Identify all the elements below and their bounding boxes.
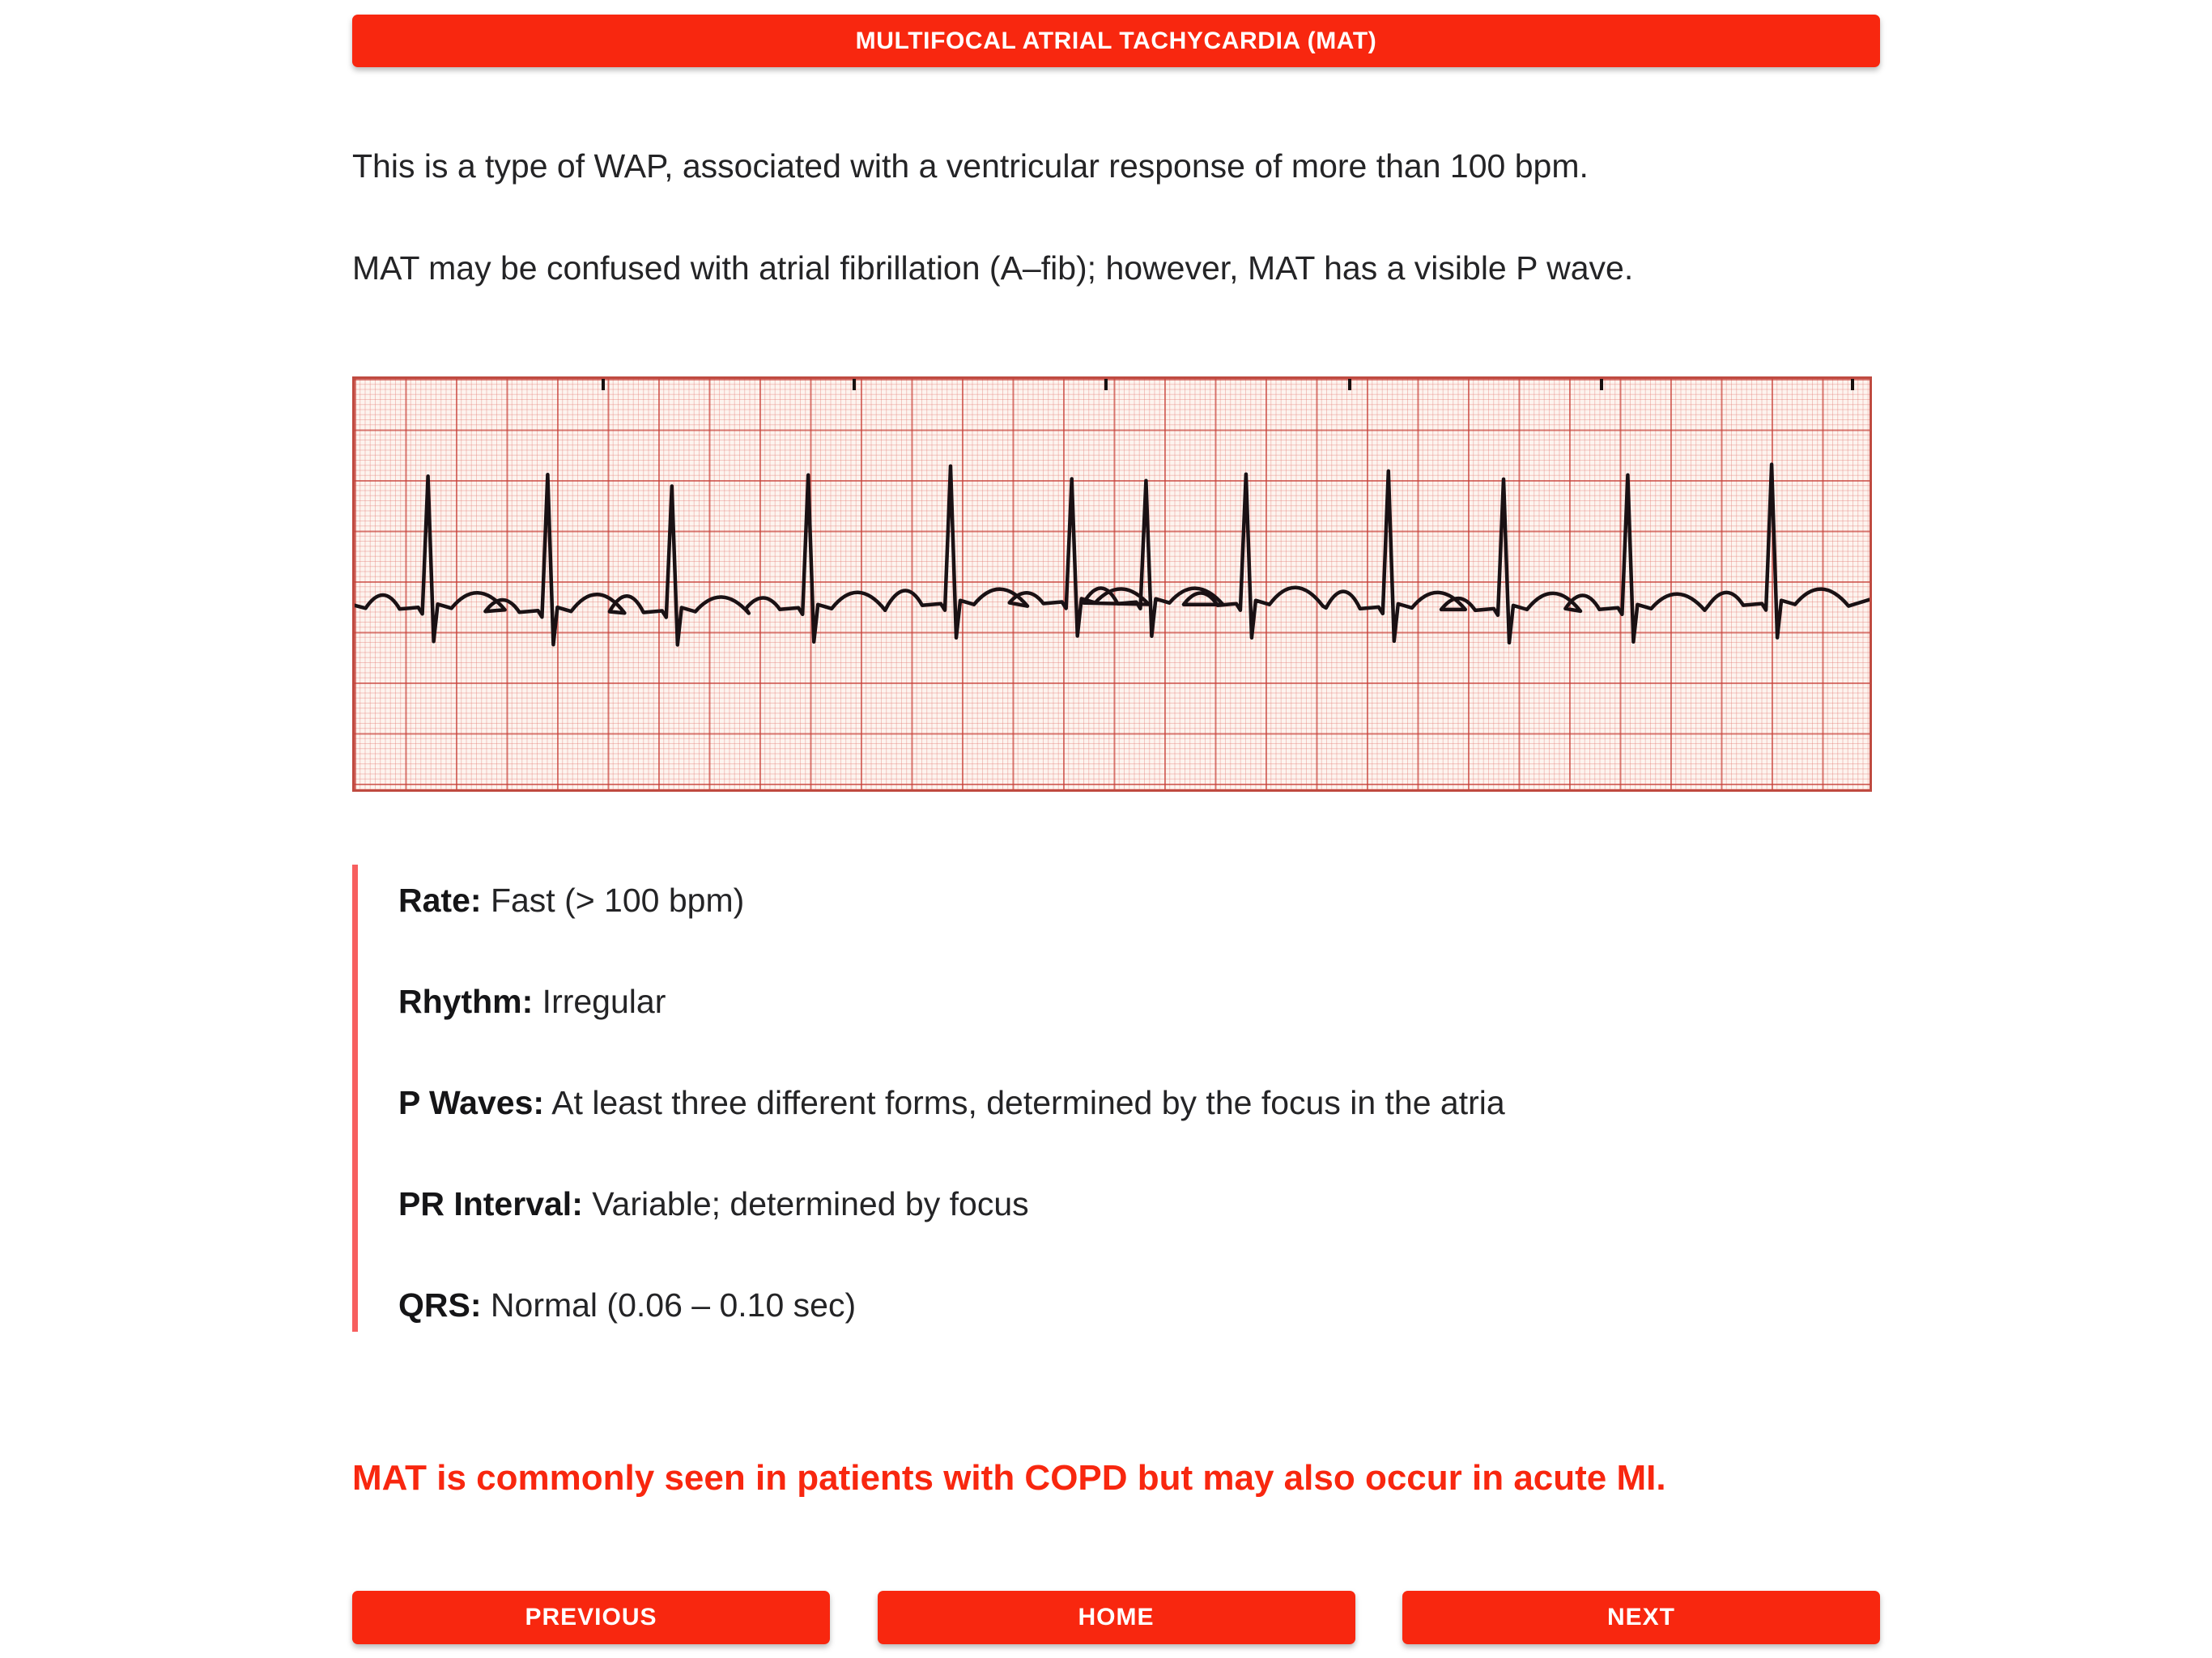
description-paragraph-2: MAT may be confused with atrial fibrillation (A–fib); however, MAT has a visible P wave. (352, 249, 1634, 287)
characteristic-label: P Waves: (398, 1084, 545, 1121)
characteristic-value: Fast (> 100 bpm) (490, 882, 745, 919)
characteristic-row-pr-interval (398, 1187, 1880, 1221)
characteristic-label: Rhythm: (398, 983, 534, 1020)
characteristic-value: Variable; determined by focus (592, 1185, 1029, 1222)
characteristic-value: Irregular (542, 983, 666, 1020)
ecg-time-mark (1851, 379, 1854, 390)
rhythm-characteristics-panel (352, 865, 1880, 1332)
ecg-time-mark (853, 379, 856, 390)
ecg-waveform (355, 379, 1870, 789)
ecg-time-mark (1348, 379, 1351, 390)
home-button[interactable]: HOME (878, 1591, 1355, 1644)
page-title: MULTIFOCAL ATRIAL TACHYCARDIA (MAT) (855, 27, 1377, 54)
ecg-time-mark (1600, 379, 1603, 390)
ecg-time-mark (602, 379, 605, 390)
copd-note: MAT is commonly seen in patients with COPD but may also occur in acute MI. (352, 1458, 1666, 1498)
characteristic-value: At least three different forms, determined by the focus in the atria (551, 1084, 1505, 1121)
next-button[interactable]: NEXT (1402, 1591, 1880, 1644)
characteristic-label: QRS: (398, 1286, 482, 1324)
characteristic-label: Rate: (398, 882, 482, 919)
characteristic-value: Normal (0.06 – 0.10 sec) (490, 1286, 857, 1324)
characteristic-row-rate (398, 883, 1880, 917)
ecg-strip-image (352, 376, 1872, 792)
navigation-bar (352, 1591, 1880, 1644)
ecg-time-mark (1104, 379, 1108, 390)
characteristic-row-qrs (398, 1288, 1880, 1322)
previous-button[interactable]: PREVIOUS (352, 1591, 830, 1644)
characteristic-row-p-waves (398, 1086, 1880, 1120)
lesson-content (352, 0, 1880, 1644)
characteristic-label: PR Interval: (398, 1185, 583, 1222)
description-paragraph-1: This is a type of WAP, associated with a ventricular response of more than 100 bpm. (352, 147, 1589, 185)
characteristic-row-rhythm (398, 984, 1880, 1018)
lesson-title-banner (352, 15, 1880, 67)
